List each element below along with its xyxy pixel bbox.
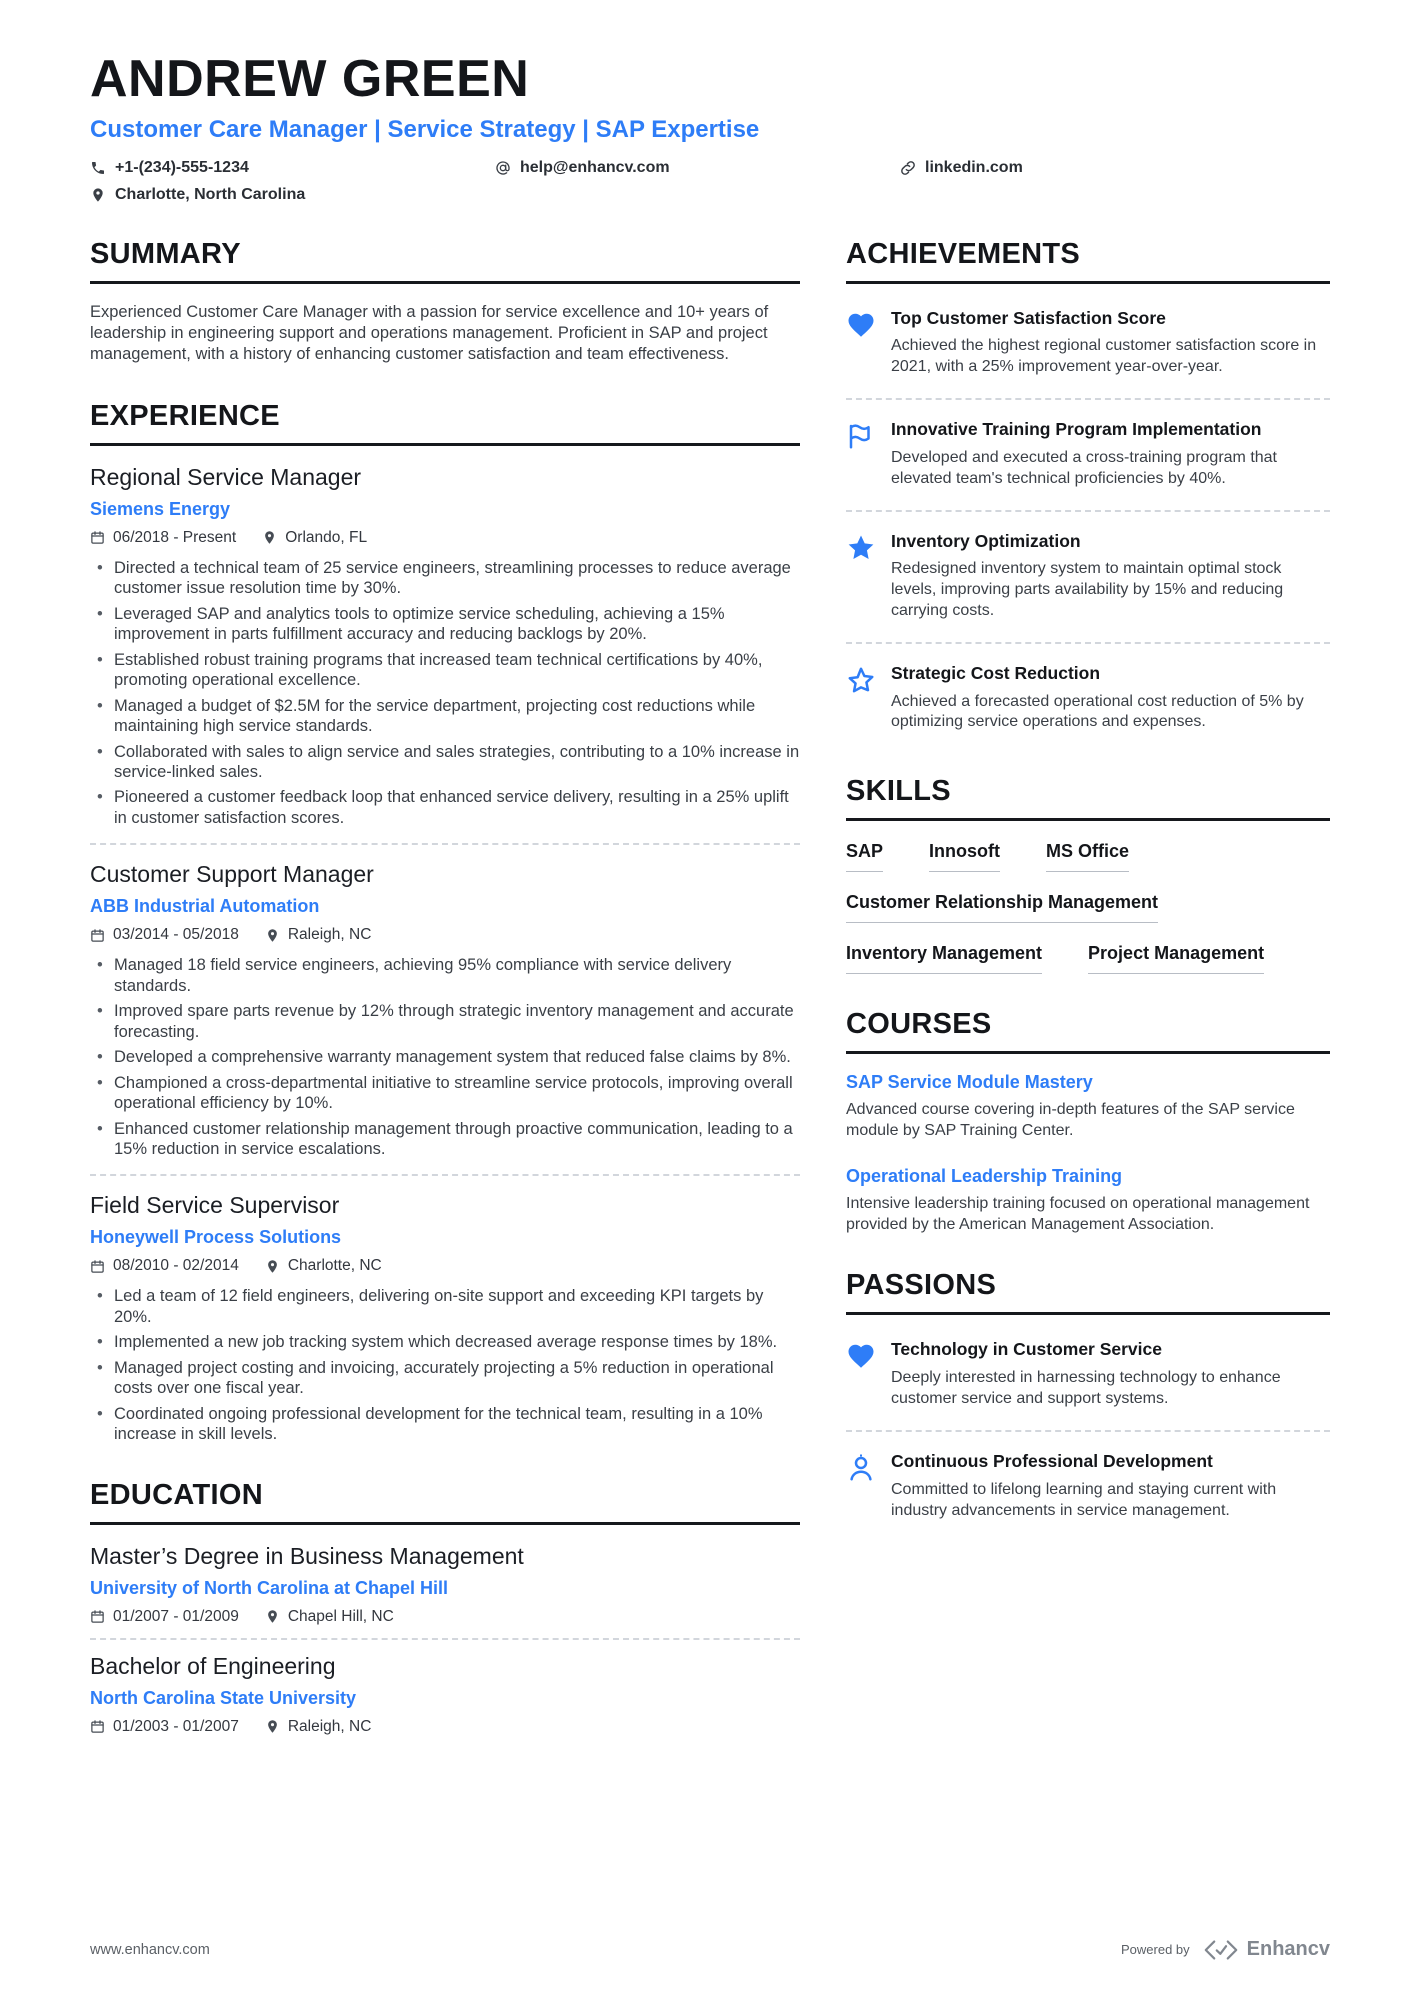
page-footer [90,1938,1330,1961]
job-bullet: • Leveraged SAP and analytics tools to optimize service scheduling, achieving a 15% improvement in parts fulfillment accuracy and reducing backlogs by 20%. [90,604,800,645]
heart-icon [846,308,876,378]
enhancv-brand-text: Enhancv [1246,1938,1330,1960]
education-entry [90,1653,800,1736]
phone-icon [90,160,106,176]
location-pin-icon [265,1259,280,1274]
achievement-text: Achieved the highest regional customer satisfaction score in 2021, with a 25% improvement year-over-year. [891,337,1317,376]
job-bullet: • Led a team of 12 field engineers, delivering on-site support and exceeding KPI targets by 20%. [90,1286,800,1327]
powered-by[interactable] [1121,1938,1330,1961]
at-icon [495,160,511,176]
divider [846,642,1330,644]
job-company[interactable]: Honeywell Process Solutions [90,1227,342,1248]
course-text: Intensive leadership training focused on operational management provided by the American Management Association. [846,1194,1310,1233]
job-dates [90,1257,239,1275]
education-heading: EDUCATION [90,1479,800,1525]
job-meta [90,926,800,944]
job-bullets [90,1286,800,1444]
job-entry [90,1192,800,1444]
passions-section [846,1269,1330,1529]
job-bullet: • Pioneered a customer feedback loop that enhanced service delivery, resulting in a 25% uplift in customer satisfaction scores. [90,787,800,828]
education-entry [90,1543,800,1626]
achievements-heading: ACHIEVEMENTS [846,238,1330,284]
school-name[interactable]: North Carolina State University [90,1687,357,1708]
email-link[interactable] [495,159,900,177]
calendar-icon [90,1609,105,1624]
achievement-item [846,657,1330,741]
calendar-icon [90,928,105,943]
achievement-item [846,413,1330,497]
summary-text: Experienced Customer Care Manager with a passion for service excellence and 10+ years of leadership in engineering support and operations management. Proficient in SAP and project management, with a history of enhancing customer satisfaction and team effectiveness. [90,302,769,364]
enhancv-logo [1202,1938,1330,1961]
job-bullet: • Improved spare parts revenue by 12% through strategic inventory management and accurate forecasting. [90,1001,800,1042]
job-bullet: • Managed project costing and invoicing, accurately projecting a 5% reduction in operational costs over one fiscal year. [90,1358,800,1399]
passion-item [846,1333,1330,1417]
courses-section [846,1008,1330,1235]
degree-title: Master’s Degree in Business Management [90,1542,524,1569]
course-item [846,1072,1330,1142]
powered-by-label: Powered by [1120,1942,1190,1957]
left-column [90,238,800,1770]
location-pin-icon [90,187,106,203]
email-text: help@enhancv.com [520,158,670,176]
education-location [265,1718,372,1736]
job-bullet: • Directed a technical team of 25 service engineers, streamlining processes to reduce average customer issue resolution time by 30%. [90,558,800,599]
skill-tag[interactable]: Customer Relationship Management [846,892,1158,923]
education-meta [90,1718,800,1736]
job-bullet: • Collaborated with sales to align service and sales strategies, contributing to a 10% increase in service-linked sales. [90,742,800,783]
course-item [846,1166,1330,1236]
divider [90,1174,800,1176]
location-pin-icon [265,1719,280,1734]
job-bullet: • Developed a comprehensive warranty management system that reduced false claims by 8%. [90,1047,800,1067]
job-location-text: Charlotte, NC [287,1257,382,1275]
skills-list [846,839,1330,974]
location-item [90,186,305,204]
star-icon [846,531,876,622]
phone-link[interactable] [90,159,495,177]
education-location-text: Raleigh, NC [287,1717,372,1735]
job-role: Field Service Supervisor [90,1192,340,1219]
achievement-title: Top Customer Satisfaction Score [891,307,1166,328]
location-pin-icon [262,530,277,545]
courses-heading: COURSES [846,1008,1330,1054]
education-dates [90,1608,239,1626]
job-entry [90,464,800,828]
skill-tag[interactable]: SAP [846,841,883,872]
divider [90,1638,800,1640]
person-icon [846,1451,876,1521]
experience-section [90,400,800,1445]
person-headline: Customer Care Manager | Service Strategy | SAP Expertise [90,115,760,143]
link-icon [900,160,916,176]
divider [846,398,1330,400]
passion-text: Deeply interested in harnessing technology to enhance customer service and support systems. [891,1369,1281,1408]
job-location [262,529,367,547]
summary-heading: SUMMARY [90,238,800,284]
summary-section [90,238,800,366]
job-bullets [90,955,800,1159]
skill-tag[interactable]: Innosoft [929,841,1000,872]
location-text: Charlotte, North Carolina [115,185,306,203]
job-bullet: • Championed a cross-departmental initiative to streamline service protocols, improving overall operational efficiency by 10%. [90,1073,800,1114]
job-dates [90,529,236,547]
job-location [265,926,372,944]
job-role: Regional Service Manager [90,463,362,490]
education-dates-text: 01/2003 - 01/2007 [113,1717,239,1735]
education-dates-text: 01/2007 - 01/2009 [113,1607,239,1625]
linkedin-link[interactable] [900,159,1023,177]
divider [846,1430,1330,1432]
job-bullet: • Coordinated ongoing professional development for the technical team, resulting in a 10% increase in skill levels. [90,1404,800,1445]
passions-heading: PASSIONS [846,1269,1330,1315]
skill-tag[interactable]: Project Management [1088,943,1264,974]
job-bullet: • Established robust training programs that increased team technical certifications by 40%, promoting operational excellence. [90,650,800,691]
job-bullet: • Managed 18 field service engineers, achieving 95% compliance with service delivery standards. [90,955,800,996]
achievement-title: Strategic Cost Reduction [891,662,1101,683]
job-bullet: • Enhanced customer relationship management through proactive communication, leading to a 15% reduction in service escalations. [90,1119,800,1160]
star-outline-icon [846,663,876,733]
education-location-text: Chapel Hill, NC [287,1607,394,1625]
job-dates-text: 03/2014 - 05/2018 [113,926,239,944]
phone-text: +1-(234)-555-1234 [115,158,249,176]
school-name[interactable]: University of North Carolina at Chapel Hill [90,1577,449,1598]
job-dates-text: 06/2018 - Present [113,528,237,546]
passion-title: Continuous Professional Development [891,1450,1213,1471]
achievement-text: Redesigned inventory system to maintain optimal stock levels, improving parts availability by 15% and reducing carrying costs. [891,560,1284,619]
education-dates [90,1718,239,1736]
job-bullets [90,558,800,828]
job-bullet: • Implemented a new job tracking system which decreased average response times by 18%. [90,1332,800,1352]
job-role: Customer Support Manager [90,861,374,888]
enhancv-logo-icon [1202,1939,1240,1961]
job-location-text: Raleigh, NC [287,926,372,944]
education-meta [90,1608,800,1626]
achievement-text: Developed and executed a cross-training program that elevated team's technical proficiencies by 40%. [891,448,1277,487]
skill-tag[interactable]: MS Office [1046,841,1129,872]
job-dates-text: 08/2010 - 02/2014 [113,1257,239,1275]
flag-icon [846,419,876,489]
job-bullet: • Managed a budget of $2.5M for the service department, projecting cost reductions while maintaining high service standards. [90,696,800,737]
passion-item [846,1445,1330,1529]
calendar-icon [90,530,105,545]
skill-tag[interactable]: Inventory Management [846,943,1042,974]
education-section [90,1479,800,1736]
calendar-icon [90,1719,105,1734]
job-company[interactable]: ABB Industrial Automation [90,896,320,917]
heart-icon [846,1339,876,1409]
location-pin-icon [265,928,280,943]
degree-title: Bachelor of Engineering [90,1652,336,1679]
job-meta [90,529,800,547]
contact-row [90,159,1330,177]
achievement-title: Innovative Training Program Implementation [891,419,1262,440]
achievement-title: Inventory Optimization [891,530,1081,551]
content-columns [90,238,1330,1770]
skills-heading: SKILLS [846,775,1330,821]
job-location-text: Orlando, FL [285,528,368,546]
location-row [90,186,1330,204]
job-meta [90,1257,800,1275]
education-location [265,1608,394,1626]
location-pin-icon [265,1609,280,1624]
course-title[interactable]: SAP Service Module Mastery [846,1072,1093,1093]
job-entry [90,861,800,1159]
course-title[interactable]: Operational Leadership Training [846,1165,1123,1186]
experience-heading: EXPERIENCE [90,400,800,446]
job-company[interactable]: Siemens Energy [90,498,231,519]
achievement-text: Achieved a forecasted operational cost reduction of 5% by optimizing service operations and expenses. [891,692,1304,731]
skills-section [846,775,1330,974]
calendar-icon [90,1259,105,1274]
achievements-section [846,238,1330,742]
job-dates [90,926,239,944]
linkedin-text: linkedin.com [925,158,1023,176]
person-name: ANDREW GREEN [90,50,530,108]
passion-text: Committed to lifelong learning and staying current with industry advancements in service management. [891,1480,1277,1519]
divider [90,843,800,845]
job-location [265,1257,382,1275]
divider [846,510,1330,512]
website-link[interactable]: www.enhancv.com [90,1941,210,1958]
passion-title: Technology in Customer Service [891,1339,1162,1360]
right-column [846,238,1330,1770]
achievement-item [846,302,1330,386]
achievement-item [846,525,1330,630]
resume-header [90,52,1330,204]
course-text: Advanced course covering in-depth features of the SAP service module by SAP Training Center. [846,1101,1295,1140]
